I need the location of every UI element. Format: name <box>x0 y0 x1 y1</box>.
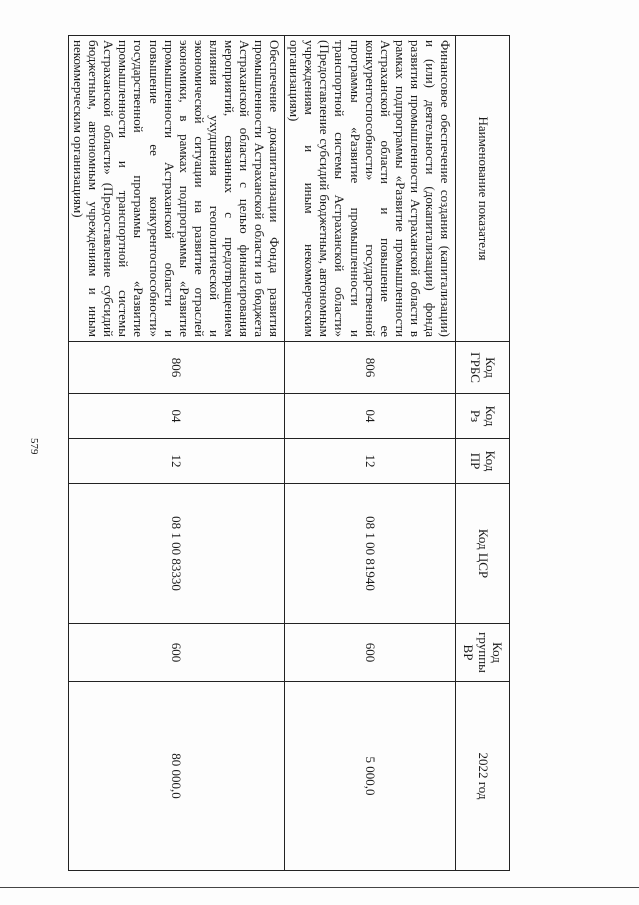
row-grbs-code: 806 <box>285 342 456 394</box>
budget-table <box>68 35 510 871</box>
header-rz-code: Код Рз <box>456 394 510 439</box>
rotated-table-wrapper <box>71 35 510 870</box>
header-vr-group-code: Код группы ВР <box>456 624 510 682</box>
header-grbs-code: Код ГРБС <box>456 342 510 394</box>
table-container <box>71 35 510 870</box>
row-indicator-name: Финансовое обеспечение создания (капитализации) и (или) деятельности (докапитализации) фонда развития промышленности Астраханской области в рамках подпрограммы «Развитие промышленности Астраханской области и повышение ее конкурентоспособности» государственной программы «Развитие промышленности и транспортной системы Астраханской области» (Предоставление субсидий бюджетным, автономным учреждениям и иным некоммерческим организациям) <box>285 36 456 342</box>
header-indicator-name: Наименование показателя <box>456 36 510 342</box>
header-year-2022: 2022 год <box>456 682 510 871</box>
page-number: 579 <box>28 438 40 455</box>
row-pr-code: 12 <box>285 439 456 484</box>
bottom-divider <box>0 887 639 888</box>
row-rz-code: 04 <box>69 394 285 439</box>
row-csr-code: 08 1 00 81940 <box>285 484 456 624</box>
row-vr-group-code: 600 <box>69 624 285 682</box>
table-row <box>285 36 456 871</box>
header-csr-code: Код ЦСР <box>456 484 510 624</box>
row-vr-group-code: 600 <box>285 624 456 682</box>
row-year-2022-value: 5 000,0 <box>285 682 456 871</box>
header-pr-code: Код ПР <box>456 439 510 484</box>
row-year-2022-value: 80 000,0 <box>69 682 285 871</box>
row-rz-code: 04 <box>285 394 456 439</box>
row-pr-code: 12 <box>69 439 285 484</box>
row-indicator-name: Обеспечение докапитализации Фонда развития промышленности Астраханской области из бюджета Астраханской области с целью финансирования мероприятий, связанных с предотвращением влияния ухудшения геополитической и экономической ситуации на развитие отраслей экономики, в рамках подпрограммы «Развитие промышленности Астраханской области и повышение ее конкурентоспособности» государственной программы «Развитие промышленности и транспортной системы Астраханской области» (Предоставление субсидий бюджетным, автономным учреждениям и иным некоммерческим организациям) <box>69 36 285 342</box>
table-header-row <box>456 36 510 871</box>
table-row <box>69 36 285 871</box>
row-grbs-code: 806 <box>69 342 285 394</box>
row-csr-code: 08 1 00 83330 <box>69 484 285 624</box>
